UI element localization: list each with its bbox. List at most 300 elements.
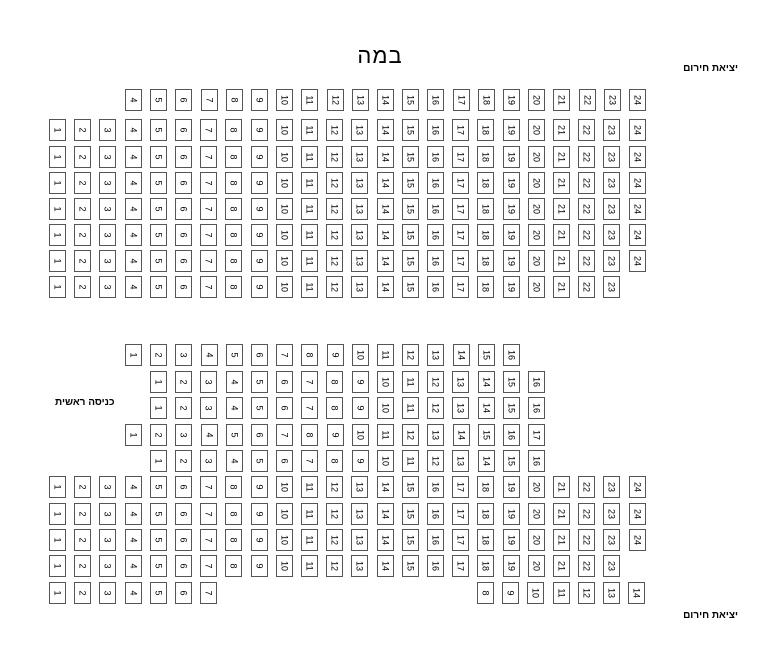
seat[interactable] — [452, 397, 469, 419]
seat[interactable] — [377, 476, 394, 498]
seat[interactable] — [629, 476, 646, 498]
seat[interactable] — [553, 198, 570, 220]
seat[interactable] — [301, 89, 318, 111]
seat[interactable] — [201, 344, 218, 366]
seat[interactable] — [49, 250, 66, 272]
seat[interactable] — [377, 119, 394, 141]
seat[interactable] — [175, 89, 192, 111]
seat[interactable] — [225, 224, 242, 246]
seat[interactable] — [125, 89, 142, 111]
seat[interactable] — [477, 198, 494, 220]
seat[interactable] — [453, 89, 470, 111]
seat[interactable] — [503, 397, 520, 419]
seat[interactable] — [377, 424, 394, 446]
seat[interactable] — [503, 172, 520, 194]
seat[interactable] — [478, 89, 495, 111]
seat[interactable] — [326, 450, 343, 472]
seat[interactable] — [402, 503, 419, 525]
seat[interactable] — [125, 529, 142, 551]
seat[interactable] — [175, 424, 192, 446]
seat[interactable] — [99, 529, 116, 551]
seat[interactable] — [502, 582, 519, 604]
seat[interactable] — [301, 198, 318, 220]
seat[interactable] — [276, 555, 293, 577]
seat[interactable] — [251, 276, 268, 298]
seat[interactable] — [427, 250, 444, 272]
seat[interactable] — [553, 89, 570, 111]
seat[interactable] — [276, 276, 293, 298]
seat[interactable] — [99, 503, 116, 525]
seat[interactable] — [276, 450, 293, 472]
seat[interactable] — [225, 555, 242, 577]
seat[interactable] — [74, 529, 91, 551]
seat[interactable] — [327, 424, 344, 446]
seat[interactable] — [326, 276, 343, 298]
seat[interactable] — [150, 450, 167, 472]
seat[interactable] — [200, 276, 217, 298]
seat[interactable] — [326, 555, 343, 577]
seat[interactable] — [200, 172, 217, 194]
seat[interactable] — [301, 503, 318, 525]
seat[interactable] — [578, 172, 595, 194]
seat[interactable] — [452, 450, 469, 472]
seat[interactable] — [528, 172, 545, 194]
seat[interactable] — [175, 371, 192, 393]
seat[interactable] — [578, 503, 595, 525]
seat[interactable] — [578, 476, 595, 498]
seat[interactable] — [150, 424, 167, 446]
seat[interactable] — [528, 529, 545, 551]
seat[interactable] — [503, 555, 520, 577]
seat[interactable] — [175, 450, 192, 472]
seat[interactable] — [99, 250, 116, 272]
seat[interactable] — [175, 119, 192, 141]
seat[interactable] — [326, 397, 343, 419]
seat[interactable] — [477, 555, 494, 577]
seat[interactable] — [503, 371, 520, 393]
seat[interactable] — [351, 146, 368, 168]
seat[interactable] — [125, 250, 142, 272]
seat[interactable] — [301, 397, 318, 419]
seat[interactable] — [125, 146, 142, 168]
seat[interactable] — [175, 224, 192, 246]
seat[interactable] — [251, 424, 268, 446]
seat[interactable] — [225, 503, 242, 525]
seat[interactable] — [351, 198, 368, 220]
seat[interactable] — [326, 476, 343, 498]
seat[interactable] — [528, 424, 545, 446]
seat[interactable] — [402, 250, 419, 272]
seat[interactable] — [503, 476, 520, 498]
seat[interactable] — [402, 555, 419, 577]
seat[interactable] — [427, 344, 444, 366]
seat[interactable] — [352, 344, 369, 366]
seat[interactable] — [628, 582, 645, 604]
seat[interactable] — [377, 503, 394, 525]
seat[interactable] — [301, 424, 318, 446]
seat[interactable] — [74, 119, 91, 141]
seat[interactable] — [603, 146, 620, 168]
seat[interactable] — [578, 250, 595, 272]
seat[interactable] — [175, 397, 192, 419]
seat[interactable] — [528, 555, 545, 577]
seat[interactable] — [553, 172, 570, 194]
seat[interactable] — [200, 146, 217, 168]
seat[interactable] — [150, 172, 167, 194]
seat[interactable] — [427, 424, 444, 446]
seat[interactable] — [427, 555, 444, 577]
seat[interactable] — [226, 424, 243, 446]
seat[interactable] — [49, 582, 66, 604]
seat[interactable] — [402, 344, 419, 366]
seat[interactable] — [427, 146, 444, 168]
seat[interactable] — [125, 503, 142, 525]
seat[interactable] — [352, 450, 369, 472]
seat[interactable] — [251, 529, 268, 551]
seat[interactable] — [125, 555, 142, 577]
seat[interactable] — [629, 146, 646, 168]
seat[interactable] — [452, 146, 469, 168]
seat[interactable] — [402, 119, 419, 141]
seat[interactable] — [478, 397, 495, 419]
seat[interactable] — [427, 89, 444, 111]
seat[interactable] — [427, 476, 444, 498]
seat[interactable] — [125, 198, 142, 220]
seat[interactable] — [74, 172, 91, 194]
seat[interactable] — [74, 224, 91, 246]
seat[interactable] — [251, 119, 268, 141]
seat[interactable] — [326, 529, 343, 551]
seat[interactable] — [49, 476, 66, 498]
seat[interactable] — [478, 424, 495, 446]
seat[interactable] — [226, 344, 243, 366]
seat[interactable] — [150, 397, 167, 419]
seat[interactable] — [99, 555, 116, 577]
seat[interactable] — [402, 198, 419, 220]
seat[interactable] — [49, 146, 66, 168]
seat[interactable] — [377, 450, 394, 472]
seat[interactable] — [175, 582, 192, 604]
seat[interactable] — [527, 582, 544, 604]
seat[interactable] — [528, 397, 545, 419]
seat[interactable] — [251, 172, 268, 194]
seat[interactable] — [150, 198, 167, 220]
seat[interactable] — [603, 503, 620, 525]
seat[interactable] — [99, 224, 116, 246]
seat[interactable] — [452, 172, 469, 194]
seat[interactable] — [351, 119, 368, 141]
seat[interactable] — [276, 224, 293, 246]
seat[interactable] — [452, 119, 469, 141]
seat[interactable] — [125, 424, 142, 446]
seat[interactable] — [377, 224, 394, 246]
seat[interactable] — [251, 397, 268, 419]
seat[interactable] — [150, 89, 167, 111]
seat[interactable] — [477, 224, 494, 246]
seat[interactable] — [99, 172, 116, 194]
seat[interactable] — [276, 172, 293, 194]
seat[interactable] — [175, 146, 192, 168]
seat[interactable] — [276, 476, 293, 498]
seat[interactable] — [377, 276, 394, 298]
seat[interactable] — [200, 250, 217, 272]
seat[interactable] — [200, 450, 217, 472]
seat[interactable] — [200, 119, 217, 141]
seat[interactable] — [200, 582, 217, 604]
seat[interactable] — [150, 146, 167, 168]
seat[interactable] — [528, 250, 545, 272]
seat[interactable] — [553, 476, 570, 498]
seat[interactable] — [377, 89, 394, 111]
seat[interactable] — [251, 89, 268, 111]
seat[interactable] — [175, 276, 192, 298]
seat[interactable] — [352, 371, 369, 393]
seat[interactable] — [301, 119, 318, 141]
seat[interactable] — [251, 344, 268, 366]
seat[interactable] — [528, 224, 545, 246]
seat[interactable] — [477, 476, 494, 498]
seat[interactable] — [377, 146, 394, 168]
seat[interactable] — [402, 146, 419, 168]
seat[interactable] — [402, 224, 419, 246]
seat[interactable] — [503, 424, 520, 446]
seat[interactable] — [99, 476, 116, 498]
seat[interactable] — [629, 89, 646, 111]
seat[interactable] — [150, 344, 167, 366]
seat[interactable] — [49, 119, 66, 141]
seat[interactable] — [578, 529, 595, 551]
seat[interactable] — [276, 250, 293, 272]
seat[interactable] — [528, 89, 545, 111]
seat[interactable] — [326, 146, 343, 168]
seat[interactable] — [99, 276, 116, 298]
seat[interactable] — [503, 529, 520, 551]
seat[interactable] — [452, 224, 469, 246]
seat[interactable] — [402, 450, 419, 472]
seat[interactable] — [453, 424, 470, 446]
seat[interactable] — [276, 119, 293, 141]
seat[interactable] — [352, 424, 369, 446]
seat[interactable] — [125, 476, 142, 498]
seat[interactable] — [276, 503, 293, 525]
seat[interactable] — [452, 276, 469, 298]
seat[interactable] — [452, 250, 469, 272]
seat[interactable] — [276, 371, 293, 393]
seat[interactable] — [351, 276, 368, 298]
seat[interactable] — [503, 276, 520, 298]
seat[interactable] — [402, 276, 419, 298]
seat[interactable] — [326, 371, 343, 393]
seat[interactable] — [452, 198, 469, 220]
seat[interactable] — [301, 250, 318, 272]
seat[interactable] — [74, 198, 91, 220]
seat[interactable] — [578, 146, 595, 168]
seat[interactable] — [377, 555, 394, 577]
seat[interactable] — [553, 224, 570, 246]
seat[interactable] — [578, 276, 595, 298]
seat[interactable] — [49, 276, 66, 298]
seat[interactable] — [553, 555, 570, 577]
seat[interactable] — [452, 371, 469, 393]
seat[interactable] — [251, 224, 268, 246]
seat[interactable] — [477, 503, 494, 525]
seat[interactable] — [629, 250, 646, 272]
seat[interactable] — [604, 89, 621, 111]
seat[interactable] — [175, 250, 192, 272]
seat[interactable] — [477, 172, 494, 194]
seat[interactable] — [327, 344, 344, 366]
seat[interactable] — [427, 450, 444, 472]
seat[interactable] — [226, 89, 243, 111]
seat[interactable] — [125, 119, 142, 141]
seat[interactable] — [528, 476, 545, 498]
seat[interactable] — [553, 582, 570, 604]
seat[interactable] — [326, 119, 343, 141]
seat[interactable] — [125, 172, 142, 194]
seat[interactable] — [301, 555, 318, 577]
seat[interactable] — [351, 224, 368, 246]
seat[interactable] — [553, 503, 570, 525]
seat[interactable] — [276, 198, 293, 220]
seat[interactable] — [377, 344, 394, 366]
seat[interactable] — [301, 450, 318, 472]
seat[interactable] — [150, 476, 167, 498]
seat[interactable] — [99, 119, 116, 141]
seat[interactable] — [175, 476, 192, 498]
seat[interactable] — [74, 146, 91, 168]
seat[interactable] — [327, 89, 344, 111]
seat[interactable] — [452, 555, 469, 577]
seat[interactable] — [200, 397, 217, 419]
seat[interactable] — [125, 276, 142, 298]
seat[interactable] — [276, 424, 293, 446]
seat[interactable] — [125, 582, 142, 604]
seat[interactable] — [578, 198, 595, 220]
seat[interactable] — [352, 397, 369, 419]
seat[interactable] — [225, 198, 242, 220]
seat[interactable] — [200, 198, 217, 220]
seat[interactable] — [326, 503, 343, 525]
seat[interactable] — [503, 198, 520, 220]
seat[interactable] — [629, 198, 646, 220]
seat[interactable] — [603, 555, 620, 577]
seat[interactable] — [427, 371, 444, 393]
seat[interactable] — [226, 450, 243, 472]
seat[interactable] — [276, 397, 293, 419]
seat[interactable] — [427, 172, 444, 194]
seat[interactable] — [251, 146, 268, 168]
seat[interactable] — [528, 450, 545, 472]
seat[interactable] — [301, 529, 318, 551]
seat[interactable] — [251, 503, 268, 525]
seat[interactable] — [150, 555, 167, 577]
seat[interactable] — [301, 344, 318, 366]
seat[interactable] — [125, 224, 142, 246]
seat[interactable] — [351, 555, 368, 577]
seat[interactable] — [578, 555, 595, 577]
seat[interactable] — [225, 250, 242, 272]
seat[interactable] — [477, 146, 494, 168]
seat[interactable] — [276, 146, 293, 168]
seat[interactable] — [225, 146, 242, 168]
seat[interactable] — [225, 476, 242, 498]
seat[interactable] — [301, 276, 318, 298]
seat[interactable] — [150, 276, 167, 298]
seat[interactable] — [629, 503, 646, 525]
seat[interactable] — [477, 529, 494, 551]
seat[interactable] — [301, 476, 318, 498]
seat[interactable] — [301, 224, 318, 246]
seat[interactable] — [200, 555, 217, 577]
seat[interactable] — [402, 89, 419, 111]
seat[interactable] — [427, 276, 444, 298]
seat[interactable] — [503, 344, 520, 366]
seat[interactable] — [528, 198, 545, 220]
seat[interactable] — [251, 371, 268, 393]
seat[interactable] — [478, 371, 495, 393]
seat[interactable] — [225, 119, 242, 141]
seat[interactable] — [74, 555, 91, 577]
seat[interactable] — [74, 476, 91, 498]
seat[interactable] — [74, 503, 91, 525]
seat[interactable] — [74, 250, 91, 272]
seat[interactable] — [603, 582, 620, 604]
seat[interactable] — [402, 371, 419, 393]
seat[interactable] — [603, 198, 620, 220]
seat[interactable] — [150, 250, 167, 272]
seat[interactable] — [402, 476, 419, 498]
seat[interactable] — [200, 371, 217, 393]
seat[interactable] — [326, 250, 343, 272]
seat[interactable] — [351, 172, 368, 194]
seat[interactable] — [578, 224, 595, 246]
seat[interactable] — [377, 198, 394, 220]
seat[interactable] — [553, 276, 570, 298]
seat[interactable] — [503, 250, 520, 272]
seat[interactable] — [251, 450, 268, 472]
seat[interactable] — [351, 250, 368, 272]
seat[interactable] — [528, 276, 545, 298]
seat[interactable] — [326, 224, 343, 246]
seat[interactable] — [175, 172, 192, 194]
seat[interactable] — [352, 89, 369, 111]
seat[interactable] — [251, 250, 268, 272]
seat[interactable] — [452, 503, 469, 525]
seat[interactable] — [175, 555, 192, 577]
seat[interactable] — [99, 582, 116, 604]
seat[interactable] — [452, 476, 469, 498]
seat[interactable] — [150, 582, 167, 604]
seat[interactable] — [603, 119, 620, 141]
seat[interactable] — [377, 529, 394, 551]
seat[interactable] — [402, 397, 419, 419]
seat[interactable] — [477, 119, 494, 141]
seat[interactable] — [578, 119, 595, 141]
seat[interactable] — [629, 119, 646, 141]
seat[interactable] — [528, 371, 545, 393]
seat[interactable] — [553, 250, 570, 272]
seat[interactable] — [427, 198, 444, 220]
seat[interactable] — [452, 529, 469, 551]
seat[interactable] — [200, 476, 217, 498]
seat[interactable] — [99, 198, 116, 220]
seat[interactable] — [301, 146, 318, 168]
seat[interactable] — [528, 503, 545, 525]
seat[interactable] — [578, 582, 595, 604]
seat[interactable] — [125, 344, 142, 366]
seat[interactable] — [225, 276, 242, 298]
seat[interactable] — [200, 224, 217, 246]
